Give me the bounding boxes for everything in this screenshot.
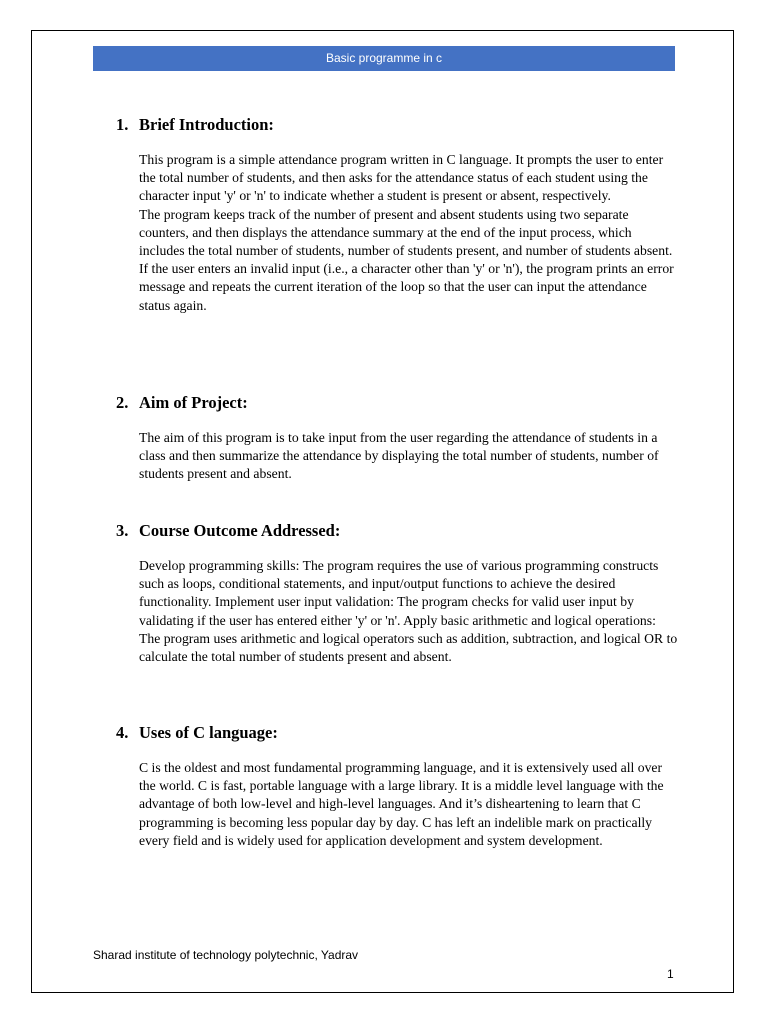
paragraph: This program is a simple attendance program written in C language. It prompts the user to enter the total number of students, and then asks for the attendance status of each student using the character input 'y' or 'n' to indicate whether a student is present or absent, respectively. — [139, 152, 664, 204]
section-aim-of-project — [116, 393, 676, 484]
section-number: 2. — [116, 393, 129, 412]
paragraph: If the user enters an invalid input (i.e., a character other than 'y' or 'n'), the program prints an error message and repeats the current iteration of the loop so that the user can input the attendance status again. — [139, 261, 674, 313]
section-heading — [116, 521, 676, 541]
footer-institution: Sharad institute of technology polytechnic, Yadrav — [93, 948, 359, 962]
section-title: Course Outcome Addressed: — [139, 521, 341, 540]
section-title: Aim of Project: — [139, 393, 248, 412]
section-number: 3. — [116, 521, 129, 540]
section-heading — [116, 393, 676, 413]
document-header — [93, 46, 675, 71]
section-body — [139, 429, 679, 484]
page-number: 1 — [667, 967, 674, 981]
paragraph: The program keeps track of the number of present and absent students using two separate counters, and then displays the attendance summary at the end of the input process, which includes the total number of students, number of students present, and number of students absent. — [139, 206, 673, 259]
section-brief-introduction — [116, 115, 676, 315]
section-uses-of-c — [116, 723, 676, 850]
section-number: 4. — [116, 723, 129, 742]
paragraph: Develop programming skills: The program requires the use of various programming constructs such as loops, conditional statements, and input/output functions to achieve the desired functionality. Implement user input validation: The program checks for valid user input by validating if the user has entered either 'y' or 'n'. Apply basic arithmetic and logical operations: The program uses arithmetic and logical operators such as addition, subtraction, and logical OR to calculate the total number of students present and absent. — [139, 558, 678, 665]
paragraph: C is the oldest and most fundamental programming language, and it is extensively used all over the world. C is fast, portable language with a large library. It is a middle level language with the advantage of both low-level and high-level languages. And it’s disheartening to learn that C programming is becoming less popular day by day. C has left an indelible mark on practically every field and is widely used for application development and system development. — [139, 760, 664, 848]
section-heading — [116, 723, 676, 743]
paragraph: The aim of this program is to take input from the user regarding the attendance of students in a class and then summarize the attendance by displaying the total number of students, number of students present and absent. — [139, 430, 659, 482]
section-title: Uses of C language: — [139, 723, 278, 742]
section-body — [139, 557, 679, 666]
section-heading — [116, 115, 676, 135]
section-body — [139, 759, 679, 850]
header-title: Basic programme in c — [325, 51, 443, 65]
section-body — [139, 151, 679, 315]
section-title: Brief Introduction: — [139, 115, 274, 134]
section-course-outcome — [116, 521, 676, 666]
section-number: 1. — [116, 115, 129, 134]
